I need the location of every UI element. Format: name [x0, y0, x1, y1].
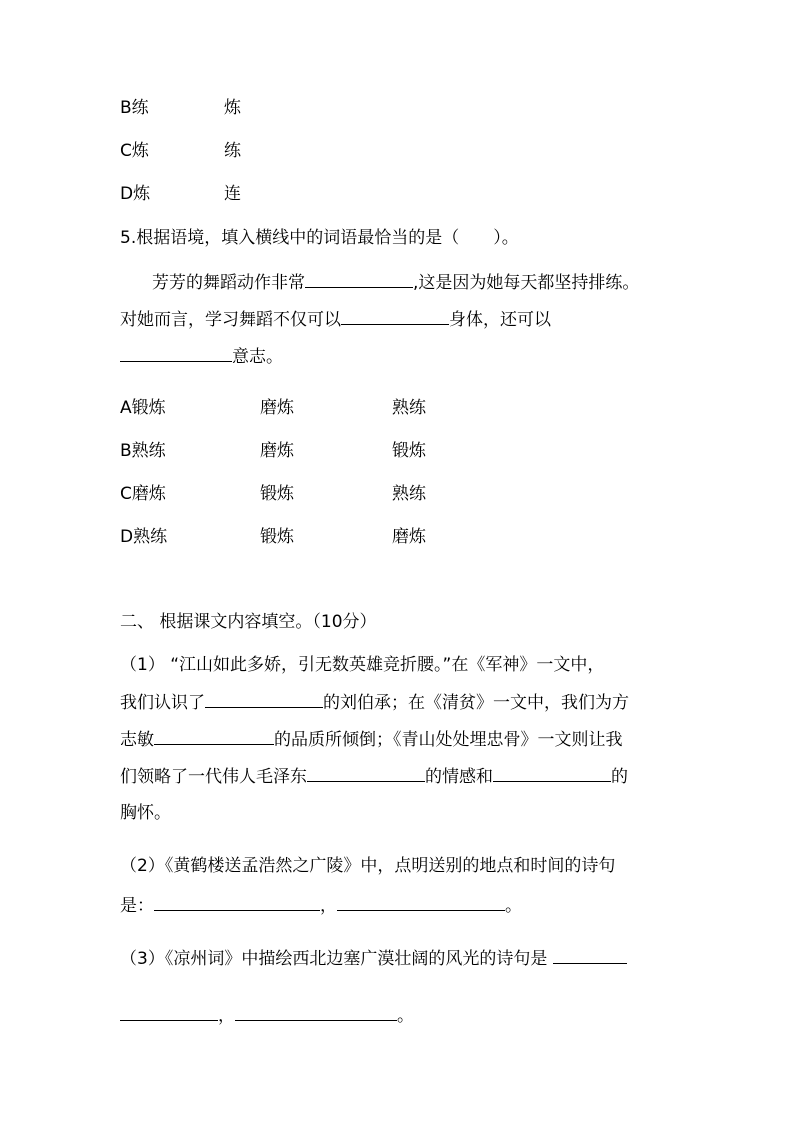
answer-blank[interactable]: [307, 764, 425, 782]
option-word: 连: [224, 184, 241, 204]
passage-text: 意志。: [232, 347, 283, 367]
passage-text: ，: [218, 1006, 235, 1026]
option-word: 炼: [224, 98, 241, 118]
option-label: C炼: [120, 141, 149, 161]
section-2-q2-line-2: [120, 893, 522, 918]
answer-blank[interactable]: [341, 307, 449, 325]
option-word: 磨炼: [260, 398, 294, 418]
question-5-passage-line-1: [152, 270, 639, 295]
option-label: D炼: [120, 184, 151, 204]
passage-text: 的品质所倾倒；《青山处处埋忠骨》一文则让我: [274, 730, 623, 750]
option-word: 磨炼: [392, 527, 426, 547]
section-2-q2-line-1: （2）《黄鹤楼送孟浩然之广陵》中，点明送别的地点和时间的诗句: [120, 856, 616, 876]
answer-blank[interactable]: [553, 946, 627, 964]
answer-blank[interactable]: [337, 893, 505, 911]
passage-text: 对她而言，学习舞蹈不仅可以: [120, 310, 341, 330]
passage-text: （3）《凉州词》中描绘西北边塞广漠壮阔的风光的诗句是: [120, 949, 548, 969]
option-word: 锻炼: [392, 441, 426, 461]
answer-blank[interactable]: [120, 344, 232, 362]
passage-text: 我们认识了: [120, 693, 205, 713]
passage-text: ,这是因为她每天都坚持排练。: [413, 273, 640, 293]
answer-blank[interactable]: [305, 270, 413, 288]
passage-text: 的刘伯承；在《清贫》一文中，我们为方: [323, 693, 629, 713]
option-word: 熟练: [392, 484, 426, 504]
section-2-q1-line-3: [120, 727, 623, 752]
option-word: 锻炼: [260, 484, 294, 504]
question-5-stem: 5.根据语境，填入横线中的词语最恰当的是（ ）。: [120, 228, 519, 248]
option-word: 磨炼: [260, 441, 294, 461]
option-word: 熟练: [392, 398, 426, 418]
answer-blank[interactable]: [154, 893, 320, 911]
answer-blank[interactable]: [154, 727, 274, 745]
passage-text: 。: [505, 896, 522, 916]
option-label: B练: [120, 98, 149, 118]
question-5-passage-line-2: [120, 307, 551, 332]
passage-text: 是：: [120, 896, 154, 916]
question-5-passage-line-3: [120, 344, 283, 369]
section-2-q3-line-2: [120, 1003, 414, 1028]
answer-blank[interactable]: [205, 690, 323, 708]
section-2-q1-line-2: [120, 690, 629, 715]
section-2-q1-line-4: [120, 764, 628, 789]
option-label: D熟练: [120, 527, 168, 547]
section-2-q1-line-1: （1） “江山如此多娇，引无数英雄竞折腰。”在《军神》一文中，: [120, 655, 605, 675]
option-word: 锻炼: [260, 527, 294, 547]
option-word: 练: [224, 141, 241, 161]
answer-blank[interactable]: [235, 1003, 397, 1021]
section-2-heading: 二、 根据课文内容填空。（10分）: [120, 612, 377, 632]
option-label: C磨炼: [120, 484, 166, 504]
passage-text: 身体，还可以: [449, 310, 551, 330]
passage-text: 。: [397, 1006, 414, 1026]
passage-text: 的情感和: [425, 767, 493, 787]
passage-text: 芳芳的舞蹈动作非常: [152, 273, 305, 293]
answer-blank[interactable]: [493, 764, 611, 782]
section-2-q1-line-5: 胸怀。: [120, 803, 171, 823]
passage-text: 的: [611, 767, 628, 787]
option-label: B熟练: [120, 441, 166, 461]
passage-text: 志敏: [120, 730, 154, 750]
section-2-q3-line-1: [120, 946, 627, 971]
answer-blank[interactable]: [120, 1003, 218, 1021]
passage-text: 们领略了一代伟人毛泽东: [120, 767, 307, 787]
passage-text: ，: [320, 896, 337, 916]
option-label: A锻炼: [120, 398, 166, 418]
